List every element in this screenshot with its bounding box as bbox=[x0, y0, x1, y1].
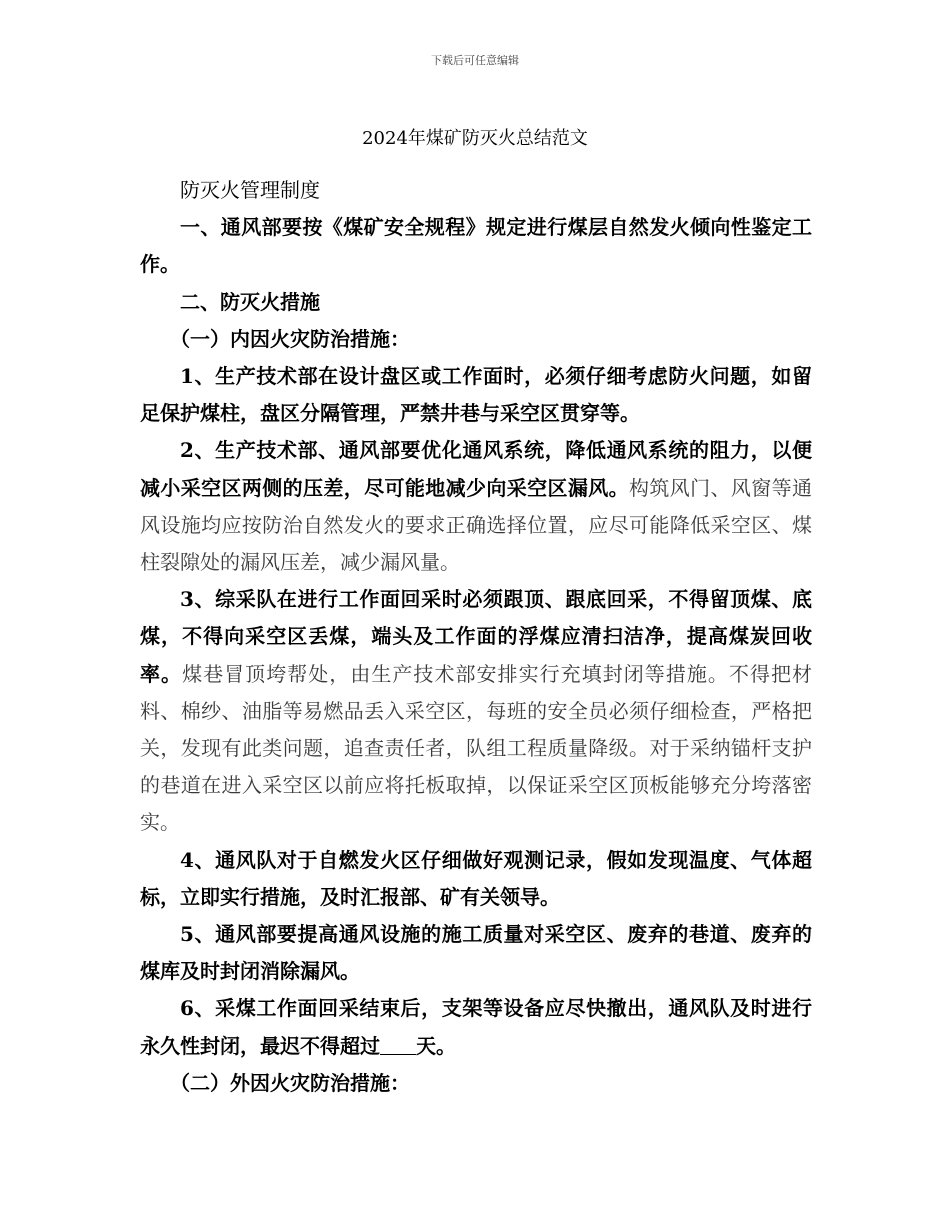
paragraph-item-2-heading: 二、防灭火措施 bbox=[180, 289, 320, 314]
days-blank-field bbox=[380, 1036, 416, 1055]
page-header: 下载后可任意编辑 bbox=[431, 54, 519, 67]
paragraph-measure-6 bbox=[140, 990, 812, 1064]
measure-3-bold-text: 3、综采队在进行工作面回采时必须跟顶、跟底回采，不得留顶煤、底煤，不得向采空区丢煤，端头及工作面的浮煤应清扫洁净，提高煤炭回收率。 bbox=[140, 587, 812, 686]
paragraph-measure-3 bbox=[140, 581, 812, 841]
paragraph-management-system: 防灭火管理制度 bbox=[180, 178, 320, 202]
measure-6-text-end: 天。 bbox=[416, 1033, 456, 1058]
paragraph-internal-fire-heading: （一）内因火灾防治措施： bbox=[170, 326, 410, 351]
document-title: 2024年煤矿防灭火总结范文 bbox=[362, 128, 588, 149]
measure-6-text: 6、采煤工作面回采结束后，支架等设备应尽快撤出，通风队及时进行永久性封闭，最迟不得超过 bbox=[140, 996, 812, 1058]
paragraph-measure-4: 4、通风队对于自燃发火区仔细做好观测记录，假如发现温度、气体超标，立即实行措施，及时汇报部、矿有关领导。 bbox=[140, 847, 812, 909]
paragraph-measure-1: 1、生产技术部在设计盘区或工作面时，必须仔细考虑防火问题，如留足保护煤柱，盘区分隔管理，严禁井巷与采空区贯穿等。 bbox=[140, 364, 812, 426]
paragraph-external-fire-heading: （二）外因火灾防治措施： bbox=[170, 1070, 410, 1095]
paragraph-measure-5: 5、通风部要提高通风设施的施工质量对采空区、废弃的巷道、废弃的煤库及时封闭消除漏风。 bbox=[140, 922, 812, 984]
measure-2-bold-text: 2、生产技术部、通风部要优化通风系统，降低通风系统的阻力，以便减小采空区两侧的压差，尽可能地减少向采空区漏风。 bbox=[140, 438, 812, 500]
paragraph-item-1: 一、通风部要按《煤矿安全规程》规定进行煤层自然发火倾向性鉴定工作。 bbox=[140, 215, 812, 277]
paragraph-measure-2 bbox=[140, 432, 812, 581]
measure-2-regular-text: 构筑风门、风窗等通风设施均应按防治自然发火的要求正确选择位置，应尽可能降低采空区、煤柱裂隙处的漏风压差，减少漏风量。 bbox=[140, 475, 812, 575]
measure-3-regular-text: 煤巷冒顶垮帮处，由生产技术部安排实行充填封闭等措施。不得把材料、棉纱、油脂等易燃品丢入采空区，每班的安全员必须仔细检查，严格把关，发现有此类问题，追查责任者，队组工程质量降级。对于采纳锚杆支护的巷道在进入采空区以前应将托板取掉，以保证采空区顶板能够充分垮落密实。 bbox=[140, 661, 813, 835]
document-body bbox=[140, 172, 812, 1102]
